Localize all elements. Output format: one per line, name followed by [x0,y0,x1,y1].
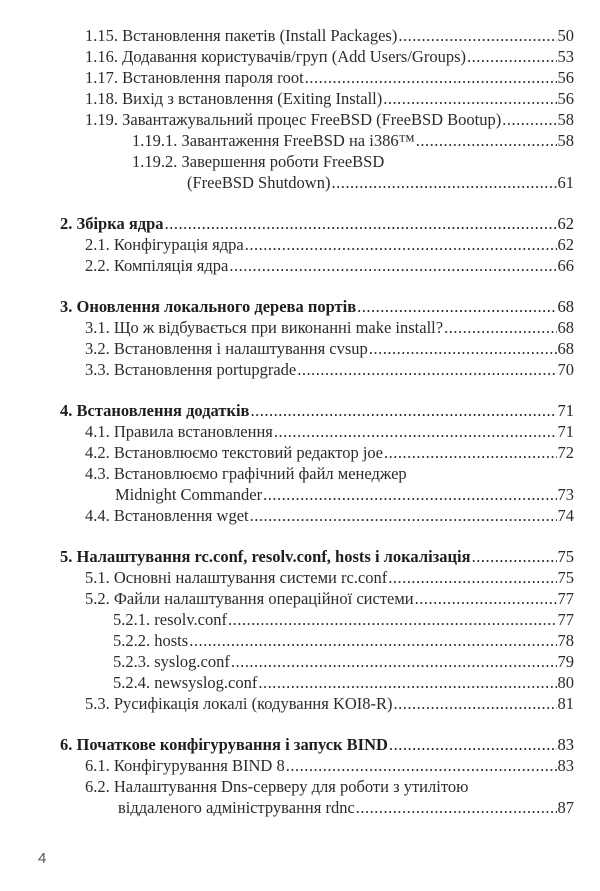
toc-entry-title: 2. Збірка ядра [60,214,164,233]
dot-leader [297,359,556,380]
dot-leader [383,88,556,109]
toc-entry-page: 73 [557,485,574,504]
toc-entry-page: 74 [557,506,574,525]
toc-entry-title: 1.19. Завантажувальний процес FreeBSD (FreeBSD Bootup) [85,110,502,129]
toc-entry-6-1[interactable] [60,755,574,776]
toc-entry-page: 62 [557,214,574,233]
toc-entry-3-3[interactable] [60,359,574,380]
dot-leader [502,109,556,130]
toc-entry-4-4[interactable] [60,505,574,526]
dot-leader [165,213,557,234]
toc-chapter-2-heading[interactable] [60,213,574,234]
dot-leader [467,46,557,67]
toc-entry-page: 71 [557,422,574,441]
dot-leader [388,567,556,588]
toc-entry-page: 77 [557,610,574,629]
toc-entry-5-2-3[interactable] [60,651,574,672]
toc-entry-6-2[interactable] [60,776,574,797]
toc-entry-1-19-1[interactable] [60,130,574,151]
toc-entry-title: 1.18. Вихід з встановлення (Exiting Install) [85,89,383,108]
dot-leader [189,630,556,651]
dot-leader [245,234,557,255]
chapter-1-continued [60,25,574,193]
dot-leader [231,651,557,672]
toc-entry-page: 77 [557,589,574,608]
toc-entry-page: 56 [557,89,574,108]
dot-leader [398,25,556,46]
dot-leader [258,672,556,693]
toc-entry-2-2[interactable] [60,255,574,276]
dot-leader [228,609,557,630]
toc-entry-4-3[interactable] [60,463,574,484]
toc-entry-5-2[interactable] [60,588,574,609]
toc-entry-5-2-2[interactable] [60,630,574,651]
toc-entry-title: 5.2.4. newsyslog.conf [113,673,258,692]
dot-leader [356,797,557,818]
toc-entry-1-19-2-continuation[interactable] [60,172,574,193]
toc-entry-page: 53 [557,47,574,66]
toc-entry-page: 68 [557,318,574,337]
toc-entry-title: 1.19.2. Завершення роботи FreeBSD [132,152,385,171]
toc-entry-page: 81 [557,694,574,713]
toc-entry-page: 71 [557,401,574,420]
toc-entry-page: 80 [557,673,574,692]
toc-entry-title: 5.2.2. hosts [113,631,189,650]
toc-entry-page: 68 [557,297,574,316]
toc-entry-5-2-4[interactable] [60,672,574,693]
table-of-contents [60,25,574,818]
toc-entry-title: (FreeBSD Shutdown) [187,173,331,192]
toc-entry-1-19[interactable] [60,109,574,130]
toc-entry-title: 4.4. Встановлення wget [85,506,249,525]
toc-entry-title: 6.2. Налаштування Dns-серверу для роботи з утилітою [85,777,469,796]
toc-entry-title: 3.2. Встановлення і налаштування cvsup [85,339,368,358]
toc-entry-2-1[interactable] [60,234,574,255]
dot-leader [305,67,557,88]
chapter-2 [60,213,574,276]
dot-leader [229,255,556,276]
dot-leader [472,546,557,567]
toc-entry-title: 6.1. Конфігурування BIND 8 [85,756,285,775]
toc-entry-1-16[interactable] [60,46,574,67]
dot-leader [416,130,557,151]
toc-entry-title: 5.2.1. resolv.conf [113,610,227,629]
toc-entry-title: 1.19.1. Завантаження FreeBSD на i386™ [132,131,415,150]
toc-entry-title: 1.16. Додавання користувачів/груп (Add Users/Groups) [85,47,466,66]
chapter-3 [60,296,574,380]
dot-leader [444,317,556,338]
toc-entry-page: 87 [557,798,574,817]
toc-entry-6-2-continuation[interactable] [60,797,574,818]
toc-entry-5-1[interactable] [60,567,574,588]
toc-chapter-5-heading[interactable] [60,546,574,567]
toc-entry-5-3[interactable] [60,693,574,714]
toc-entry-title: 1.17. Встановлення пароля root [85,68,304,87]
toc-entry-title: 5. Налаштування rc.conf, resolv.conf, hosts і локалізація [60,547,471,566]
dot-leader [384,442,557,463]
toc-entry-1-19-2[interactable] [60,151,574,172]
toc-entry-page: 62 [557,235,574,254]
page-number: 4 [38,850,47,867]
toc-entry-title: 5.1. Основні налаштування системи rc.conf [85,568,388,587]
toc-entry-page: 83 [557,735,574,754]
toc-entry-title: 4.1. Правила встановлення [85,422,273,441]
toc-entry-title: віддаленого адміністрування rdnc [118,798,355,817]
chapter-6 [60,734,574,818]
toc-entry-page: 68 [557,339,574,358]
chapter-4 [60,400,574,526]
toc-entry-4-1[interactable] [60,421,574,442]
toc-entry-page: 79 [557,652,574,671]
toc-entry-3-1[interactable] [60,317,574,338]
toc-entry-page: 66 [557,256,574,275]
toc-chapter-3-heading[interactable] [60,296,574,317]
toc-entry-page: 50 [557,26,574,45]
toc-entry-page: 78 [557,631,574,650]
toc-entry-title: 6. Початкове конфігурування і запуск BIND [60,735,388,754]
dot-leader [394,693,557,714]
dot-leader [357,296,556,317]
dot-leader [286,755,557,776]
toc-entry-1-18[interactable] [60,88,574,109]
toc-entry-title: Midnight Commander [115,485,263,504]
toc-chapter-6-heading[interactable] [60,734,574,755]
dot-leader [250,505,557,526]
toc-entry-5-2-1[interactable] [60,609,574,630]
dot-leader [369,338,557,359]
dot-leader [250,400,556,421]
toc-entry-title: 4.3. Встановлюємо графічний файл менеджер [85,464,407,483]
toc-entry-title: 5.2. Файли налаштування операційної системи [85,589,414,608]
chapter-5 [60,546,574,714]
dot-leader [415,588,557,609]
toc-entry-page: 83 [557,756,574,775]
toc-entry-1-17[interactable] [60,67,574,88]
toc-entry-4-3-continuation[interactable] [60,484,574,505]
dot-leader [389,734,557,755]
toc-entry-page: 56 [557,68,574,87]
toc-entry-page: 70 [557,360,574,379]
toc-chapter-4-heading[interactable] [60,400,574,421]
dot-leader [263,484,556,505]
toc-entry-4-2[interactable] [60,442,574,463]
toc-entry-page: 75 [557,568,574,587]
dot-leader [274,421,557,442]
toc-entry-title: 4. Встановлення додатків [60,401,250,420]
toc-entry-page: 61 [557,173,574,192]
toc-entry-title: 4.2. Встановлюємо текстовий редактор joe [85,443,383,462]
toc-entry-title: 5.2.3. syslog.conf [113,652,230,671]
toc-entry-page: 58 [557,110,574,129]
toc-entry-title: 2.1. Конфігурація ядра [85,235,244,254]
toc-entry-title: 1.15. Встановлення пакетів (Install Packages) [85,26,398,45]
dot-leader [331,172,556,193]
toc-entry-page: 75 [557,547,574,566]
toc-entry-title: 3.1. Що ж відбувається при виконанні make install? [85,318,444,337]
toc-entry-title: 5.3. Русифікація локалі (кодування KOI8-R) [85,694,393,713]
toc-entry-page: 72 [557,443,574,462]
toc-entry-3-2[interactable] [60,338,574,359]
toc-entry-title: 3.3. Встановлення portupgrade [85,360,297,379]
toc-entry-1-15[interactable] [60,25,574,46]
toc-entry-title: 3. Оновлення локального дерева портів [60,297,357,316]
toc-entry-page: 58 [557,131,574,150]
toc-entry-title: 2.2. Компіляція ядра [85,256,229,275]
